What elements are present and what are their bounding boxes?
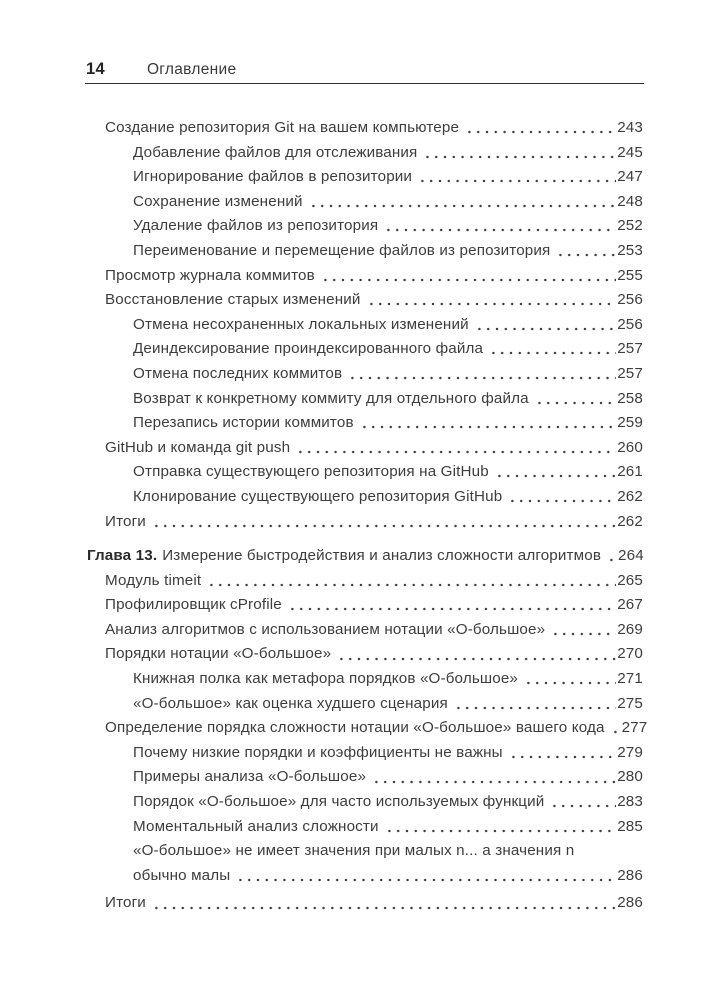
toc-entry — [87, 864, 643, 889]
entry-title: Восстановление старых изменений — [105, 291, 361, 309]
dot-leader — [607, 544, 617, 569]
entry-title: Отправка существующего репозитория на GitHub — [133, 463, 489, 481]
entry-title: GitHub и команда git push — [105, 438, 291, 456]
dot-leader — [556, 239, 616, 264]
entry-page: 269 — [617, 620, 643, 638]
toc-entry — [87, 411, 643, 436]
toc — [87, 116, 648, 916]
dot-leader — [550, 790, 616, 815]
entry-page: 261 — [617, 463, 643, 481]
entry-page: 286 — [617, 894, 643, 912]
entry-page: 257 — [617, 364, 643, 382]
dot-leader — [418, 165, 616, 190]
entry-title: обычно малы — [133, 866, 231, 884]
toc-entry — [87, 510, 643, 535]
entry-title: Книжная полка как метафора порядков «О-большое» — [133, 670, 519, 688]
dot-leader — [475, 313, 616, 338]
entry-title: Деиндексирование проиндексированного файла — [133, 340, 484, 358]
toc-entry — [87, 436, 643, 461]
dot-leader — [296, 436, 616, 461]
entry-title: Перезапись истории коммитов — [133, 414, 354, 432]
entry-title: Сохранение изменений — [133, 192, 303, 210]
entry-title: Моментальный анализ сложности — [133, 817, 379, 835]
toc-entry — [87, 387, 643, 412]
entry-title: Порядок «О-большое» для часто используемых функций — [133, 793, 545, 811]
entry-title: Добавление файлов для отслеживания — [133, 143, 418, 161]
entry-page: 262 — [617, 512, 643, 530]
entry-title: Измерение быстродействия и анализ сложности алгоритмов — [162, 547, 602, 565]
entry-page: 252 — [617, 217, 643, 235]
toc-entry — [87, 190, 643, 215]
toc-entry — [87, 362, 643, 387]
entry-page: 264 — [618, 547, 644, 565]
dot-leader — [360, 411, 617, 436]
entry-page: 280 — [617, 768, 643, 786]
header-rule — [85, 83, 644, 84]
toc-entry — [87, 264, 643, 289]
toc-entry — [87, 485, 643, 510]
dot-leader — [152, 510, 616, 535]
entry-page: 258 — [617, 389, 643, 407]
toc-entry — [87, 790, 643, 815]
entry-page: 256 — [617, 291, 643, 309]
entry-page: 271 — [617, 670, 643, 688]
running-header — [86, 60, 644, 79]
toc-entry — [87, 239, 643, 264]
toc-entry — [87, 288, 643, 313]
dot-leader — [207, 569, 616, 594]
entry-page: 260 — [617, 438, 643, 456]
entry-page: 286 — [617, 866, 643, 884]
entry-title: Итоги — [105, 894, 146, 912]
dot-leader — [535, 387, 616, 412]
toc-entry — [87, 815, 643, 840]
entry-title: Итоги — [105, 512, 146, 530]
toc-entry — [87, 337, 643, 362]
dot-leader — [321, 264, 616, 289]
entry-page: 275 — [617, 694, 643, 712]
toc-entry — [87, 313, 643, 338]
entry-title: Почему низкие порядки и коэффициенты не важны — [133, 743, 503, 761]
chapter-prefix: Глава 13. — [87, 547, 158, 565]
toc-entry — [87, 716, 648, 741]
toc-entry — [87, 839, 643, 864]
dot-leader — [372, 765, 616, 790]
dot-leader — [423, 141, 616, 166]
dot-leader — [337, 642, 616, 667]
dot-leader — [384, 214, 616, 239]
entry-title: Просмотр журнала коммитов — [105, 266, 315, 284]
entry-page: 256 — [617, 315, 643, 333]
toc-entry — [87, 460, 643, 485]
toc-entry — [87, 667, 643, 692]
entry-title: Порядки нотации «О-большое» — [105, 645, 332, 663]
dot-leader — [348, 362, 616, 387]
entry-page: 243 — [617, 119, 643, 136]
entry-page: 279 — [617, 743, 643, 761]
entry-title: Создание репозитория Git на вашем компьютере — [105, 119, 460, 136]
toc-entry — [87, 618, 643, 643]
entry-title: Клонирование существующего репозитория GitHub — [133, 487, 503, 505]
entry-page: 262 — [617, 487, 643, 505]
entry-title: Анализ алгоритмов с использованием нотации «О-большое» — [105, 620, 546, 638]
toc-entry — [87, 165, 643, 190]
entry-title: «О-большое» не имеет значения при малых n... а значения n — [133, 842, 575, 860]
toc-entry — [87, 593, 643, 618]
dot-leader — [367, 288, 617, 313]
entry-page: 253 — [617, 241, 643, 259]
dot-leader — [465, 116, 616, 141]
dot-leader — [152, 891, 616, 916]
entry-title: Модуль timeit — [105, 571, 202, 589]
entry-title: «О-большое» как оценка худшего сценария — [133, 694, 448, 712]
toc-entry — [87, 214, 643, 239]
toc-entry — [87, 141, 643, 166]
dot-leader — [508, 485, 616, 510]
toc-entry — [87, 544, 643, 569]
dot-leader — [454, 692, 616, 717]
entry-title: Возврат к конкретному коммиту для отдельного файла — [133, 389, 529, 407]
entry-page: 259 — [617, 414, 643, 432]
toc-entry — [87, 642, 643, 667]
entry-page: 255 — [617, 266, 643, 284]
entry-page: 247 — [617, 168, 643, 186]
entry-title: Переименование и перемещение файлов из репозитория — [133, 241, 551, 259]
page-number: 14 — [86, 60, 105, 78]
entry-page: 257 — [617, 340, 643, 358]
entry-title: Удаление файлов из репозитория — [133, 217, 379, 235]
entry-page: 277 — [621, 719, 648, 737]
entry-title: Профилировщик cProfile — [105, 596, 282, 614]
toc-entry — [87, 741, 643, 766]
toc-entry — [87, 116, 643, 141]
dot-leader — [309, 190, 617, 215]
entry-page: 265 — [617, 571, 643, 589]
toc-entry — [87, 765, 643, 790]
dot-leader — [551, 618, 616, 643]
entry-title: Примеры анализа «О-большое» — [133, 768, 367, 786]
entry-page: 245 — [617, 143, 643, 161]
dot-leader — [524, 667, 616, 692]
dot-leader — [495, 460, 616, 485]
entry-page: 285 — [617, 817, 643, 835]
toc-entry — [87, 569, 643, 594]
entry-page: 248 — [617, 192, 643, 210]
entry-title: Отмена несохраненных локальных изменений — [133, 315, 469, 333]
toc-entry — [87, 692, 643, 717]
entry-page: 267 — [617, 596, 643, 614]
entry-page: 283 — [617, 793, 643, 811]
entry-title: Отмена последних коммитов — [133, 364, 343, 382]
entry-page: 270 — [617, 645, 643, 663]
entry-title: Определение порядка сложности нотации «О-большое» вашего кода — [105, 719, 605, 737]
entry-title: Игнорирование файлов в репозитории — [133, 168, 413, 186]
dot-leader — [385, 815, 617, 840]
dot-leader — [489, 337, 616, 362]
running-title: Оглавление — [146, 61, 237, 78]
dot-leader — [288, 593, 616, 618]
dot-leader — [611, 716, 621, 741]
toc-entry — [87, 891, 643, 916]
dot-leader — [509, 741, 616, 766]
dot-leader — [236, 864, 616, 889]
